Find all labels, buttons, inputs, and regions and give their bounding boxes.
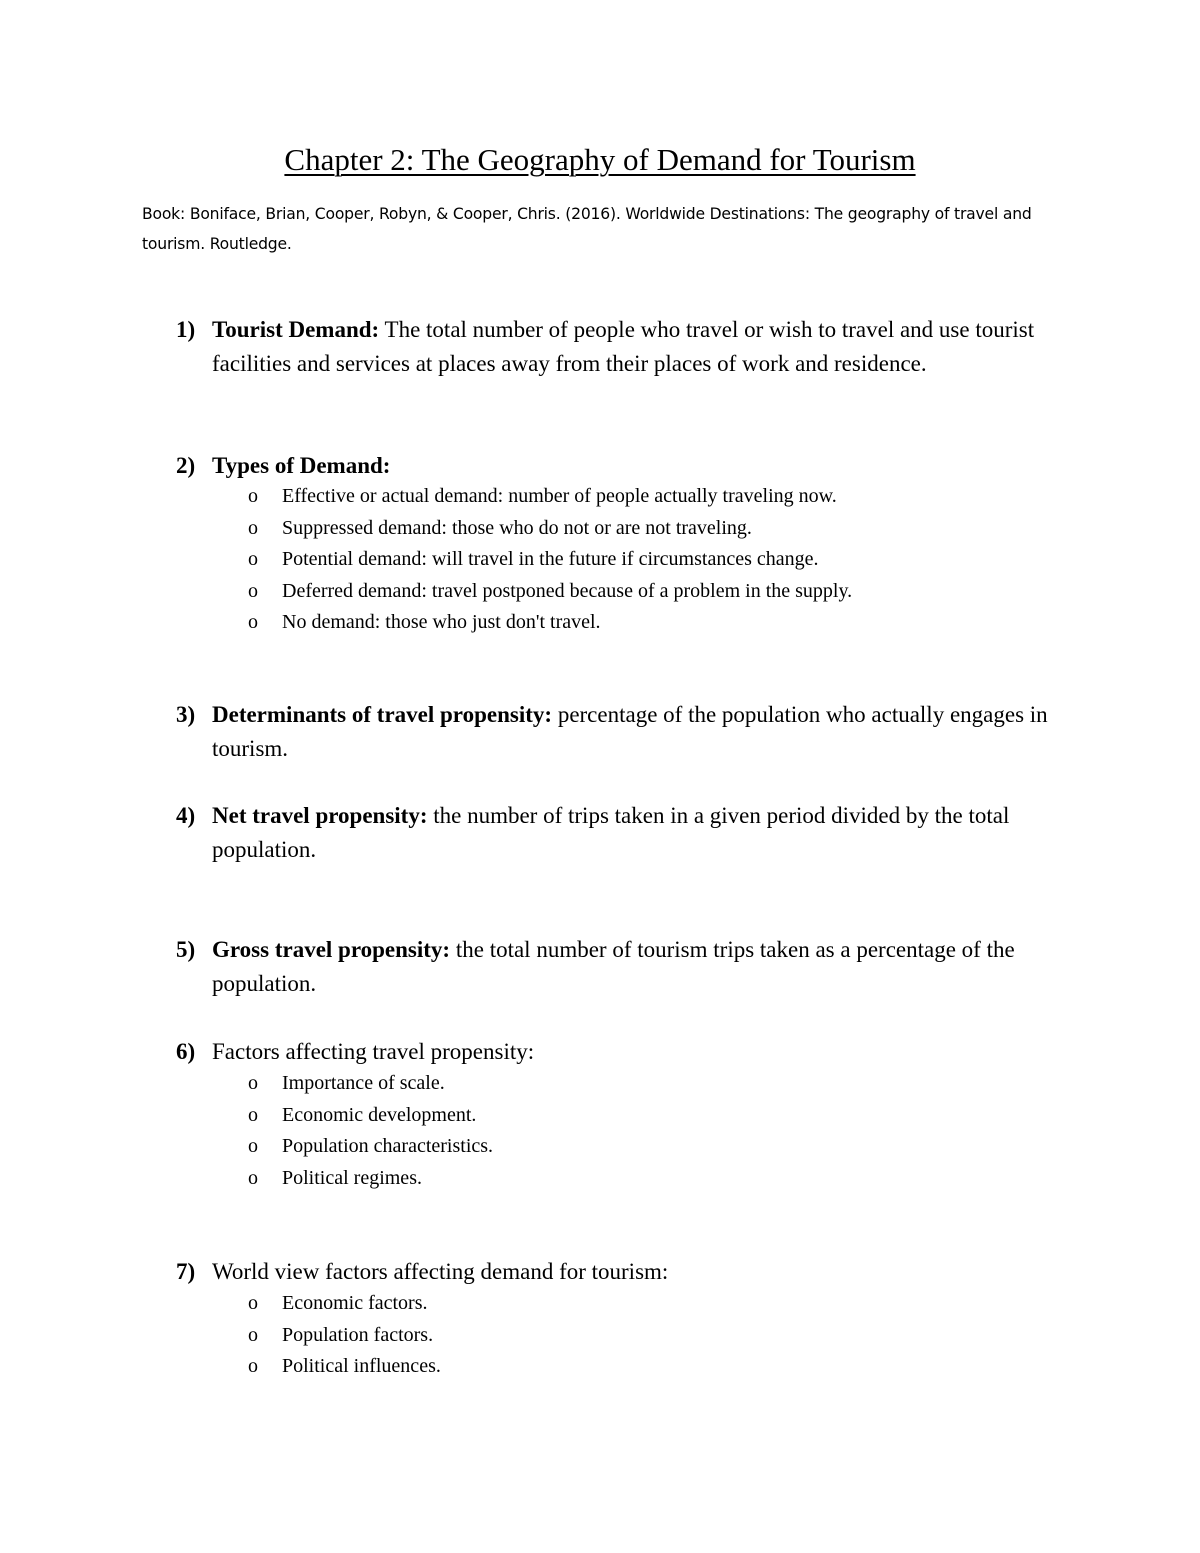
list-item-3 — [176, 698, 1056, 766]
page-title: Chapter 2: The Geography of Demand for Tourism — [284, 142, 916, 177]
bullet-icon: o — [248, 1072, 258, 1094]
list-item-2 — [176, 449, 1056, 483]
item-term: Net travel propensity: — [212, 803, 428, 828]
list-item: o Political regimes. — [248, 1163, 1048, 1195]
item-number: 3) — [176, 702, 196, 727]
list-item: o Population characteristics. — [248, 1131, 1048, 1163]
bullet-icon: o — [248, 1103, 258, 1126]
list-item-5 — [176, 933, 1056, 1001]
list-item: o Importance of scale. — [248, 1068, 1048, 1100]
list-item: o Political influences. — [248, 1351, 1048, 1383]
list-item: o Suppressed demand: those who do not or are not traveling. — [248, 513, 1048, 545]
item-text: The total number of people who travel or wish to travel and use tourist facilities and services at places away from their places of work and residence. — [212, 317, 1035, 376]
list-item: o Deferred demand: travel postponed because of a problem in the supply. — [248, 576, 1048, 608]
item-term: Determinants of travel propensity: — [212, 702, 553, 727]
item-term: Gross travel propensity: — [212, 937, 451, 962]
list-item-4 — [176, 799, 1056, 867]
bullet-icon: o — [248, 1323, 258, 1346]
list-item: o Population factors. — [248, 1320, 1048, 1352]
list-item-1 — [176, 313, 1056, 381]
bullet-icon: o — [248, 1135, 258, 1157]
item-text: Factors affecting travel propensity: — [212, 1039, 535, 1064]
item-text: percentage of the population who actually engages in tourism. — [212, 702, 1048, 761]
item-text: World view factors affecting demand for tourism: — [212, 1259, 669, 1284]
item-term: Types of Demand: — [212, 453, 391, 478]
bullet-icon: o — [248, 1166, 258, 1189]
world-view-factors-list — [248, 1288, 1048, 1383]
item-text: the total number of tourism trips taken as a percentage of the population. — [212, 937, 1015, 996]
list-item: o No demand: those who just don't travel. — [248, 607, 1048, 639]
item-number: 5) — [176, 937, 196, 962]
item-term: Tourist Demand: — [212, 317, 380, 342]
list-item: o Economic factors. — [248, 1288, 1048, 1320]
item-number: 2) — [176, 453, 196, 478]
list-item: o Effective or actual demand: number of people actually traveling now. — [248, 481, 1048, 513]
bullet-icon: o — [248, 548, 258, 570]
item-number: 7) — [176, 1259, 196, 1284]
bullet-icon: o — [248, 1355, 258, 1377]
list-item-6 — [176, 1035, 1056, 1069]
bullet-icon: o — [248, 1292, 258, 1314]
bullet-icon: o — [248, 579, 258, 602]
types-of-demand-list — [248, 481, 1048, 639]
item-number: 1) — [176, 317, 196, 342]
item-text: the number of trips taken in a given period divided by the total population. — [212, 803, 1010, 862]
item-number: 4) — [176, 803, 196, 828]
bullet-icon: o — [248, 485, 258, 507]
travel-propensity-factors-list — [248, 1068, 1048, 1194]
list-item-7 — [176, 1255, 1056, 1289]
list-item: o Potential demand: will travel in the future if circumstances change. — [248, 544, 1048, 576]
book-citation: Book: Boniface, Brian, Cooper, Robyn, & Cooper, Chris. (2016). Worldwide Destinations: The geography of travel and tourism. Routledge. — [142, 205, 1032, 253]
list-item: o Economic development. — [248, 1100, 1048, 1132]
item-number: 6) — [176, 1039, 196, 1064]
bullet-icon: o — [248, 611, 258, 633]
bullet-icon: o — [248, 516, 258, 539]
